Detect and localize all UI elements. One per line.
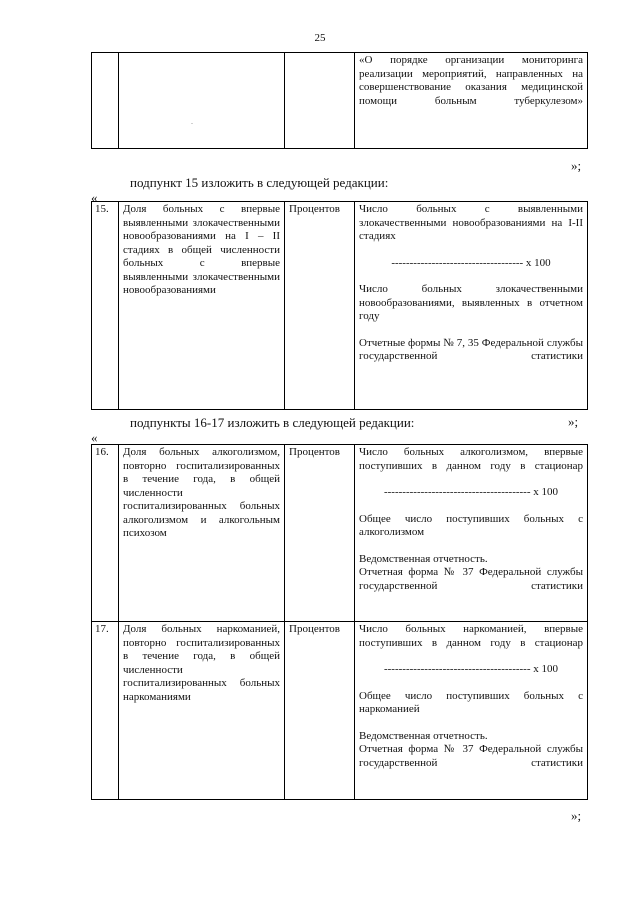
row-unit: Процентов [285, 202, 355, 410]
row-denominator: Число больных злокачественными новообразованиями, выявленных в отчетном году [359, 283, 583, 322]
row-num: 16. [92, 445, 119, 622]
row-numerator: Число больных алкоголизмом, впервые поступивших в данном году в стационар [359, 446, 583, 472]
row-numerator: Число больных с выявленными злокачественными новообразованиями на I-II стадиях [359, 203, 583, 242]
row-name: Доля больных алкоголизмом, повторно госпитализированных в течение года, в общей численности госпитализированных больных алкоголизмом и алкогольным психозом [123, 446, 280, 539]
heading-section-16-17: подпункты 16-17 изложить в следующей редакции: [130, 415, 415, 430]
row-denominator: Общее число поступивших больных с алкоголизмом [359, 512, 583, 538]
row-unit: Процентов [285, 622, 355, 800]
row-source-2: Отчетная форма № 37 Федеральной службы государственной статистики [359, 566, 583, 592]
close-mark-15: »; [568, 414, 579, 429]
row-fraction: ------------------------------------ х 100 [391, 256, 551, 269]
row-source-1: Ведомственная отчетность. [359, 729, 488, 742]
heading-section-15: подпункт 15 изложить в следующей редакции: [130, 175, 389, 190]
table-row [92, 202, 588, 410]
top-text-cell [355, 53, 588, 149]
row-num: 15. [92, 202, 119, 410]
close-mark-top: »; [571, 158, 582, 173]
open-mark-15: « [91, 190, 98, 205]
open-mark-16-17: « [91, 430, 98, 445]
page-number: 25 [314, 32, 326, 44]
top-unit-cell [285, 53, 355, 149]
row-source-1: Ведомственная отчетность. [359, 552, 488, 565]
table-row [92, 622, 588, 800]
row-num: 17. [92, 622, 119, 800]
top-table-text: «О порядке организации мониторинга реализации мероприятий, направленных на совершенствование оказания медицинской помощи больным туберкулезом» [359, 54, 583, 107]
top-num-cell [92, 53, 119, 149]
row-source: Отчетные формы № 7, 35 Федеральной службы государственной статистики [359, 336, 583, 362]
row-unit: Процентов [285, 445, 355, 622]
table-section-15 [91, 201, 588, 410]
row-name: Доля больных с впервые выявленными злокачественными новообразованиями на I – II стадиях в общей численности больных с впервые выявленными злокачественными новообразованиями [123, 203, 280, 296]
top-table [91, 52, 588, 149]
top-name-cell [119, 53, 285, 149]
row-source-2: Отчетная форма № 37 Федеральной службы государственной статистики [359, 743, 583, 769]
row-fraction: ---------------------------------------- х 100 [383, 486, 559, 498]
row-name: Доля больных наркоманией, повторно госпитализированных в течение года, в общей численности госпитализированных больных наркоманиями [123, 623, 280, 703]
stray-mark: . [191, 117, 193, 126]
row-fraction: ---------------------------------------- х 100 [383, 663, 559, 675]
row-numerator: Число больных наркоманией, впервые поступивших в данном году в стационар [359, 623, 583, 649]
row-denominator: Общее число поступивших больных с наркоманией [359, 689, 583, 715]
table-row [92, 445, 588, 622]
table-section-16-17 [91, 444, 588, 800]
close-mark-16-17: »; [571, 808, 582, 823]
